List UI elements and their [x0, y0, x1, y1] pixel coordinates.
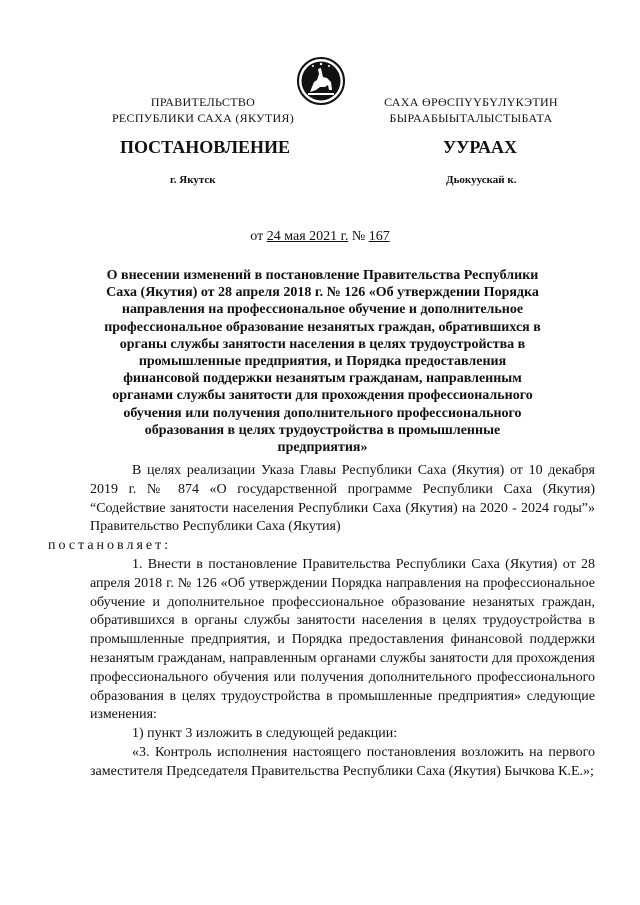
decree-number: 167 — [368, 229, 390, 244]
intro-paragraph — [48, 462, 595, 556]
doctype-sah: УУРААХ — [442, 137, 518, 157]
date-number-line — [0, 228, 640, 246]
header-left-line1: ПРАВИТЕЛЬСТВО — [150, 95, 256, 109]
header-right-line1: САХА ӨРӨСПҮҮБҮЛҮКЭТИН — [384, 95, 558, 109]
item-1-1-paragraph: 1) пункт 3 изложить в следующей редакции: — [132, 726, 398, 742]
government-name-sah — [356, 94, 586, 126]
intro-text: В целях реализации Указа Главы Республики Саха (Якутия) от 10 декабря 2019 г. № 874 «О государственной программе Республики Саха (Якутия) “Содействие занятости населения Республики Саха (Якутия) на 2020 - 2024 годы”» Правительство Республики Саха (Якутия) — [90, 463, 595, 535]
item-1-paragraph: 1. Внести в постановление Правительства Республики Саха (Якутия) от 28 апреля 2018 г. № 126 «Об утверждении Порядка направления на профессиональное обучение и дополнительное профессиональное образование незанятых граждан, обратившихся в органы службы занятости населения в целях трудоустройства в промышленные предприятия, и Порядка предоставления финансовой поддержки незанятым гражданам, направленным органами службы занятости для прохождения профессионального обучения или получения дополнительного профессионального образования в целях трудоустройства в промышленные предприятия» следующие изменения: — [90, 556, 595, 723]
document-title: О внесении изменений в постановление Правительства Республики Саха (Якутия) от 28 апреля 2018 г. № 126 «Об утверждении Порядка направления на профессиональное обучение и дополнительное профессиональное образование незанятых граждан, обратившихся в органы службы занятости населения в целях трудоустройства в промышленные предприятия, и Порядка предоставления финансовой поддержки незанятым гражданам, направленным органами службы занятости для прохождения профессионального обучения или получения дополнительного профессионального образования в целях трудоустройства в промышленные предприятия» — [104, 268, 541, 456]
city-sah: Дьокуускай к. — [446, 174, 517, 186]
doctype-ru: ПОСТАНОВЛЕНИЕ — [119, 137, 291, 157]
decree-date: 24 мая 2021 г. — [266, 229, 349, 244]
header-right-line2: БЫРААБЫЫТАЛЫСТЫБАТА — [389, 111, 553, 125]
number-sign: № — [351, 229, 366, 244]
date-prefix: от — [250, 229, 264, 244]
document-body — [48, 462, 595, 782]
decree-word: постановляет: — [48, 538, 172, 554]
quote-paragraph: «3. Контроль исполнения настоящего постановления возложить на первого заместителя Председателя Правительства Республики Саха (Якутия) Бычкова К.Е.»; — [90, 744, 595, 779]
government-name-ru — [88, 94, 318, 126]
header-left-line2: РЕСПУБЛИКИ САХА (ЯКУТИЯ) — [111, 111, 295, 125]
city-ru: г. Якутск — [170, 174, 216, 186]
